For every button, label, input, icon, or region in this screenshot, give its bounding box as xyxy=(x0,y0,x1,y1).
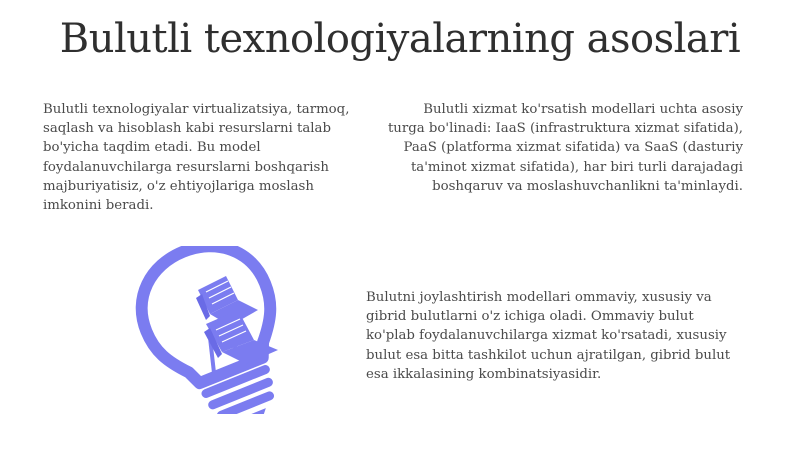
paragraph-service-models: Bulutli xizmat ko'rsatish modellari uchta asosiy turga bo'linadi: IaaS (infrastruktura xizmat sifatida), PaaS (platforma xizmat sifatida) va SaaS (dasturiy ta'minot xizmat sifatida), har biri turli darajadagi boshqaruv va moslashuvchanlikni ta'minlaydi. xyxy=(387,102,743,194)
paragraph-deployment-models: Bulutni joylashtirish modellari ommaviy, xususiy va gibrid bulutlarni o'z ichiga oladi. Ommaviy bulut ko'plab foydalanuvchilarga xizmat ko'rsatadi, xususiy bulut esa bitta tashkilot uchun ajratilgan, gibrid bulut esa ikkalasining kombinatsiyasidir. xyxy=(366,290,731,382)
paragraph-virtualization: Bulutli texnologiyalar virtualizatsiya, tarmoq, saqlash va hisoblash kabi resurslarni talab bo'yicha taqdim etadi. Bu model foydalanuvchilarga resurslarni boshqarish majburiyatisiz, o'z ehtiyojlariga moslash imkonini beradi. xyxy=(43,102,350,214)
lightbulb-book-icon xyxy=(88,246,318,414)
slide-title: Bulutli texnologiyalarning asoslari xyxy=(59,16,741,62)
